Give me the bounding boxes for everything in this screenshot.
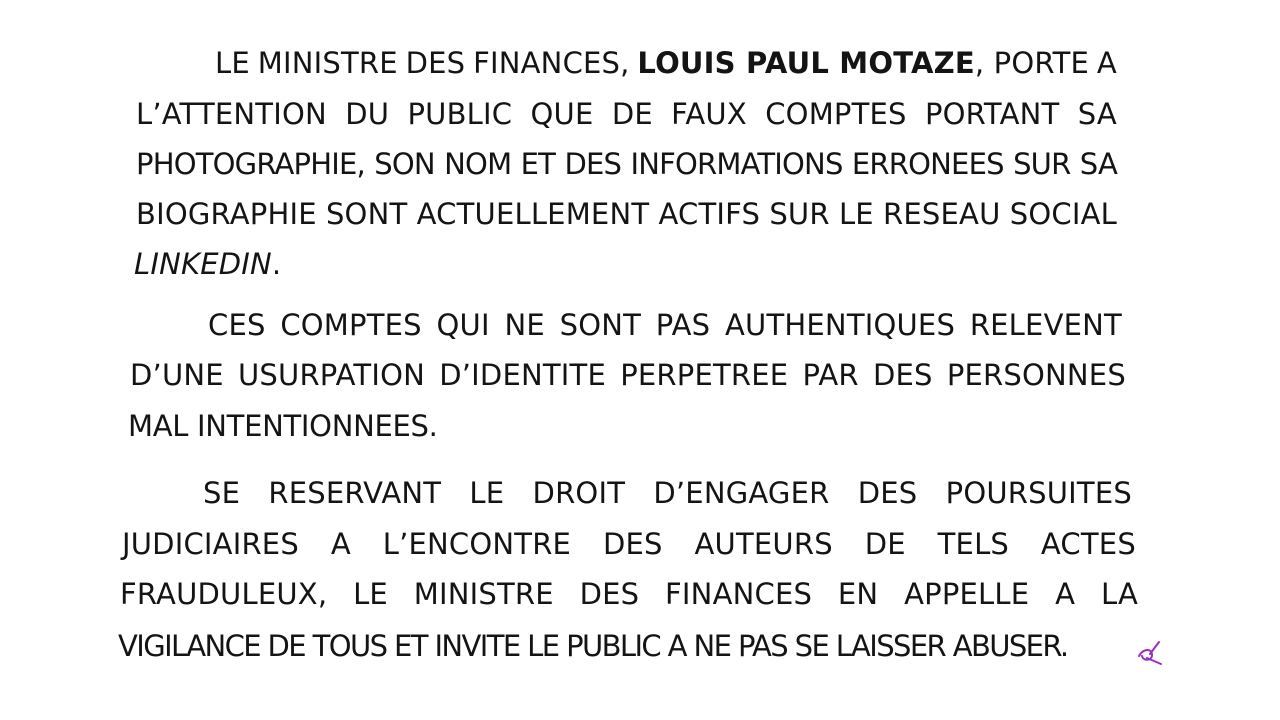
word: ACTIFS xyxy=(658,197,761,231)
word: LE xyxy=(215,46,250,80)
word: QUE xyxy=(530,97,594,131)
word: CES xyxy=(208,308,266,342)
word: SA xyxy=(1077,97,1117,131)
p1-line-1 xyxy=(215,45,1117,81)
word: DES xyxy=(564,147,622,181)
word: RELEVENT xyxy=(969,308,1122,342)
word: EN xyxy=(837,577,879,611)
word: ET xyxy=(520,147,556,181)
word: SUR xyxy=(1013,147,1071,181)
p1-line-2 xyxy=(136,96,1117,132)
word: A xyxy=(1096,46,1117,80)
word: TELS xyxy=(937,527,1010,561)
word: SA xyxy=(1079,147,1117,181)
word: RESEAU xyxy=(883,197,1001,231)
p3-line-1 xyxy=(203,475,1132,511)
word: FAUX xyxy=(671,97,747,131)
p1-line-3 xyxy=(136,146,1117,182)
word: PAR xyxy=(802,358,859,392)
word: SOCIAL xyxy=(1009,197,1117,231)
word: NE xyxy=(504,308,545,342)
minister-name: LOUIS PAUL MOTAZE, PORTE xyxy=(637,46,1090,80)
word: AUTHENTIQUES xyxy=(725,308,956,342)
word: PUBLIC xyxy=(407,97,513,131)
p2-line-2 xyxy=(130,357,1126,393)
word: A xyxy=(330,527,351,561)
word: DES xyxy=(602,527,663,561)
line-text: MAL INTENTIONNEES. xyxy=(128,409,438,443)
word: ACTUELLEMENT xyxy=(416,197,650,231)
word: FINANCES xyxy=(665,577,813,611)
word: LA xyxy=(1100,577,1138,611)
word: FRAUDULEUX, xyxy=(120,577,328,611)
word: COMPTES xyxy=(765,97,907,131)
p2-line-1 xyxy=(208,307,1122,343)
word: AUTEURS xyxy=(694,527,833,561)
word: PAS xyxy=(655,308,711,342)
word: DES xyxy=(872,358,933,392)
linkedin-text: LINKEDIN. xyxy=(134,247,282,281)
word: QUI xyxy=(436,308,490,342)
word: MINISTRE xyxy=(413,577,554,611)
word: PERSONNES xyxy=(946,358,1126,392)
word: POURSUITES xyxy=(945,476,1132,510)
word: SUR xyxy=(769,197,830,231)
word: ERRONEES xyxy=(851,147,1004,181)
p3-line-3 xyxy=(120,576,1138,612)
handwritten-initial-icon xyxy=(1135,634,1165,666)
word: SON xyxy=(374,147,435,181)
word: DROIT xyxy=(532,476,626,510)
p3-line-2 xyxy=(122,526,1136,562)
p1-line-5 xyxy=(134,246,281,282)
word: SONT xyxy=(325,197,408,231)
word: DE xyxy=(864,527,906,561)
word: PORTANT xyxy=(924,97,1060,131)
line-text: VIGILANCE DE TOUS ET INVITE LE PUBLIC A NE PAS SE LAISSER ABUSER. xyxy=(118,629,1068,663)
word: L’ATTENTION xyxy=(136,97,327,131)
word: INFORMATIONS xyxy=(630,147,843,181)
word: D’IDENTITE xyxy=(439,358,606,392)
p3-line-4 xyxy=(118,628,1068,664)
word: PHOTOGRAPHIE, xyxy=(136,147,365,181)
word: NOM xyxy=(444,147,512,181)
word: SE xyxy=(203,476,241,510)
word: SONT xyxy=(559,308,642,342)
word: DES xyxy=(405,46,466,80)
word: L’ENCONTRE xyxy=(382,527,572,561)
word: USURPATION xyxy=(238,358,426,392)
word: LE xyxy=(838,197,874,231)
word: LE xyxy=(353,577,388,611)
word: FINANCES, xyxy=(473,46,630,80)
word: DES xyxy=(857,476,918,510)
word: DE xyxy=(611,97,653,131)
word: D’ENGAGER xyxy=(653,476,830,510)
word: MINISTRE xyxy=(257,46,398,80)
word: LE xyxy=(469,476,505,510)
p2-line-3 xyxy=(128,408,438,444)
word: BIOGRAPHIE xyxy=(136,197,317,231)
word: COMPTES xyxy=(280,308,422,342)
p1-line-4 xyxy=(136,196,1117,232)
word: ACTES xyxy=(1040,527,1136,561)
word: JUDICIAIRES xyxy=(122,527,299,561)
word: A xyxy=(1055,577,1076,611)
word: APPELLE xyxy=(904,577,1030,611)
word: D’UNE xyxy=(130,358,224,392)
word: DU xyxy=(345,97,390,131)
word: DES xyxy=(579,577,640,611)
word: RESERVANT xyxy=(268,476,442,510)
word: PERPETREE xyxy=(620,358,789,392)
